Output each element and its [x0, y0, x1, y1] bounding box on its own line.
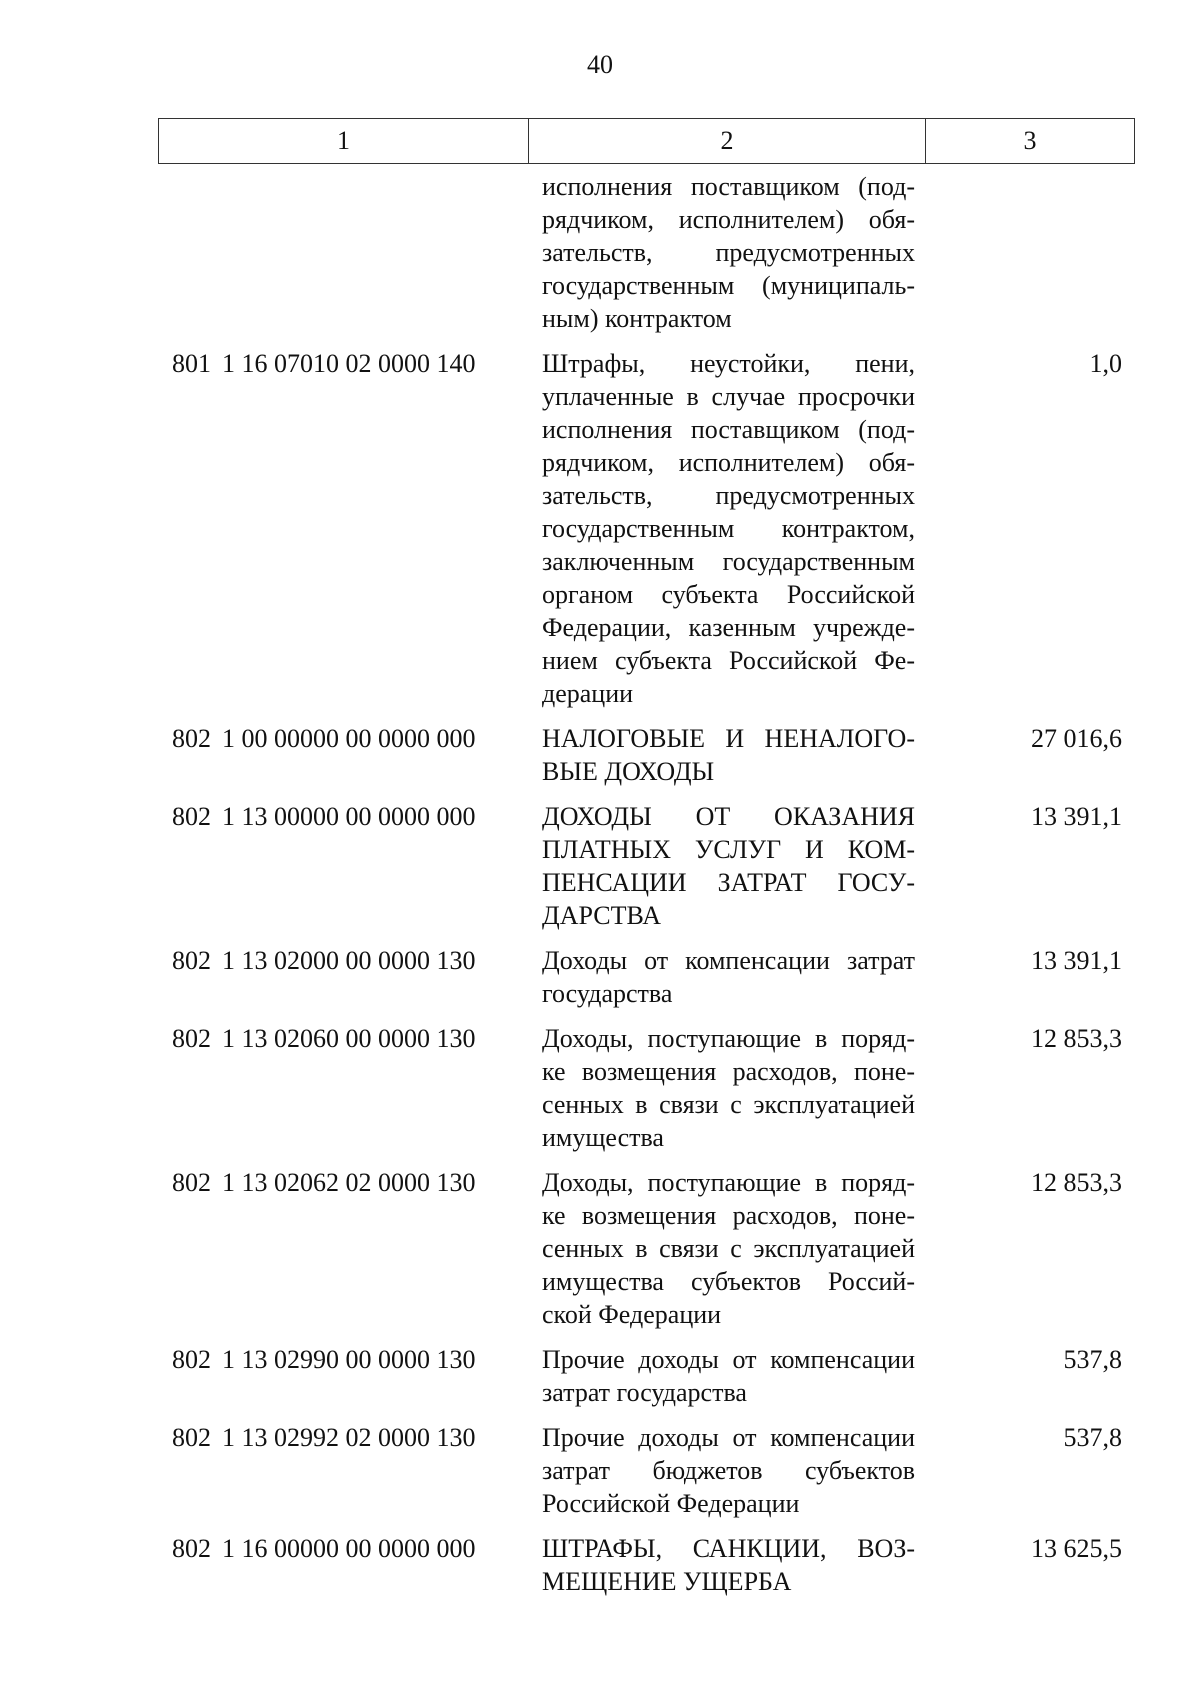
budget-classification-code: 1 13 00000 00 0000 000: [222, 802, 476, 831]
table-row: [158, 1532, 1134, 1598]
income-name-line: Федерации, казенным учрежде-: [542, 613, 915, 642]
income-name-line: Доходы, поступающие в поряд-: [542, 1168, 915, 1197]
income-name-line: Доходы, поступающие в поряд-: [542, 1024, 915, 1053]
admin-code: 802: [172, 724, 211, 753]
page-number: 40: [587, 50, 613, 79]
income-name: [528, 347, 925, 710]
income-name-line: МЕЩЕНИЕ УЩЕРБА: [542, 1567, 792, 1596]
admin-code: [158, 170, 220, 335]
amount: 13 391,1: [1031, 946, 1122, 975]
table-row: [158, 800, 1134, 932]
amount: 27 016,6: [1031, 724, 1122, 753]
table-header: [158, 118, 1135, 164]
table-row: [158, 1421, 1134, 1520]
income-name-line: дерации: [542, 679, 634, 708]
amount: 537,8: [1063, 1345, 1122, 1374]
income-name-line: государственным контрактом,: [542, 514, 915, 543]
income-name-line: зательств, предусмотренных: [542, 481, 915, 510]
income-name-line: государства: [542, 979, 673, 1008]
income-name-line: ШТРАФЫ, САНКЦИИ, ВОЗ-: [542, 1534, 915, 1563]
income-name-line: ПЕНСАЦИИ ЗАТРАТ ГОСУ-: [542, 868, 915, 897]
income-name: [528, 944, 925, 1010]
income-name-line: Прочие доходы от компенсации: [542, 1345, 915, 1374]
income-name: [528, 1343, 925, 1409]
admin-code: 801: [172, 349, 211, 378]
budget-classification-code: 1 13 02990 00 0000 130: [222, 1345, 476, 1374]
income-name-line: затрат государства: [542, 1378, 747, 1407]
income-name-line: имущества субъектов Россий-: [542, 1267, 915, 1296]
admin-code: 802: [172, 1423, 211, 1452]
header-col-3: 3: [926, 119, 1135, 164]
admin-code: 802: [172, 1168, 211, 1197]
income-name-line: исполнения поставщиком (под-: [542, 415, 915, 444]
admin-code: 802: [172, 1345, 211, 1374]
income-name: [528, 800, 925, 932]
table-row: [158, 944, 1134, 1010]
income-name-line: ПЛАТНЫХ УСЛУГ И КОМ-: [542, 835, 915, 864]
admin-code: 802: [172, 802, 211, 831]
income-name-line: заключенным государственным: [542, 547, 915, 576]
income-name-line: органом субъекта Российской: [542, 580, 915, 609]
table-row: [158, 722, 1134, 788]
table-body: [158, 170, 1134, 1610]
income-name-line: рядчиком, исполнителем) обя-: [542, 205, 915, 234]
income-name-line: ным) контрактом: [542, 304, 732, 333]
income-name: [528, 1421, 925, 1520]
table-row: [158, 170, 1134, 335]
income-name: [528, 170, 925, 335]
income-name-line: уплаченные в случае просрочки: [542, 382, 915, 411]
income-name-line: затрат бюджетов субъектов: [542, 1456, 915, 1485]
budget-classification-code: 1 16 07010 02 0000 140: [222, 349, 476, 378]
income-name-line: исполнения поставщиком (под-: [542, 172, 915, 201]
amount: [925, 170, 1134, 335]
table-row: [158, 1166, 1134, 1331]
income-name-line: Штрафы, неустойки, пени,: [542, 349, 915, 378]
income-name: [528, 1022, 925, 1154]
income-name: [528, 1532, 925, 1598]
budget-classification-code: 1 13 02060 00 0000 130: [222, 1024, 476, 1053]
amount: 1,0: [1089, 349, 1122, 378]
admin-code: 802: [172, 1534, 211, 1563]
income-name-line: рядчиком, исполнителем) обя-: [542, 448, 915, 477]
income-name-line: Российской Федерации: [542, 1489, 800, 1518]
income-name-line: ДАРСТВА: [542, 901, 661, 930]
table-row: [158, 347, 1134, 710]
income-name-line: сенных в связи с эксплуатацией: [542, 1090, 915, 1119]
income-name-line: ВЫЕ ДОХОДЫ: [542, 757, 715, 786]
budget-classification-code: 1 13 02062 02 0000 130: [222, 1168, 476, 1197]
amount: 13 625,5: [1031, 1534, 1122, 1563]
income-name-line: ке возмещения расходов, поне-: [542, 1201, 915, 1230]
admin-code: 802: [172, 1024, 211, 1053]
budget-classification-code: 1 16 00000 00 0000 000: [222, 1534, 476, 1563]
income-name-line: имущества: [542, 1123, 664, 1152]
income-name: [528, 722, 925, 788]
budget-classification-code: 1 00 00000 00 0000 000: [222, 724, 476, 753]
budget-classification-code: [220, 170, 528, 335]
budget-classification-code: 1 13 02000 00 0000 130: [222, 946, 476, 975]
admin-code: 802: [172, 946, 211, 975]
table-row: [158, 1022, 1134, 1154]
header-col-2: 2: [529, 119, 926, 164]
amount: 537,8: [1063, 1423, 1122, 1452]
amount: 12 853,3: [1031, 1168, 1122, 1197]
income-name-line: нием субъекта Российской Фе-: [542, 646, 915, 675]
header-col-1: 1: [159, 119, 529, 164]
budget-classification-code: 1 13 02992 02 0000 130: [222, 1423, 476, 1452]
table-row: [158, 1343, 1134, 1409]
amount: 12 853,3: [1031, 1024, 1122, 1053]
income-name: [528, 1166, 925, 1331]
income-name-line: государственным (муниципаль-: [542, 271, 915, 300]
income-name-line: ДОХОДЫ ОТ ОКАЗАНИЯ: [542, 802, 915, 831]
income-name-line: ке возмещения расходов, поне-: [542, 1057, 915, 1086]
income-name-line: Прочие доходы от компенсации: [542, 1423, 915, 1452]
amount: 13 391,1: [1031, 802, 1122, 831]
income-name-line: Доходы от компенсации затрат: [542, 946, 915, 975]
income-name-line: сенных в связи с эксплуатацией: [542, 1234, 915, 1263]
income-name-line: зательств, предусмотренных: [542, 238, 915, 267]
income-name-line: ской Федерации: [542, 1300, 722, 1329]
income-name-line: НАЛОГОВЫЕ И НЕНАЛОГО-: [542, 724, 915, 753]
